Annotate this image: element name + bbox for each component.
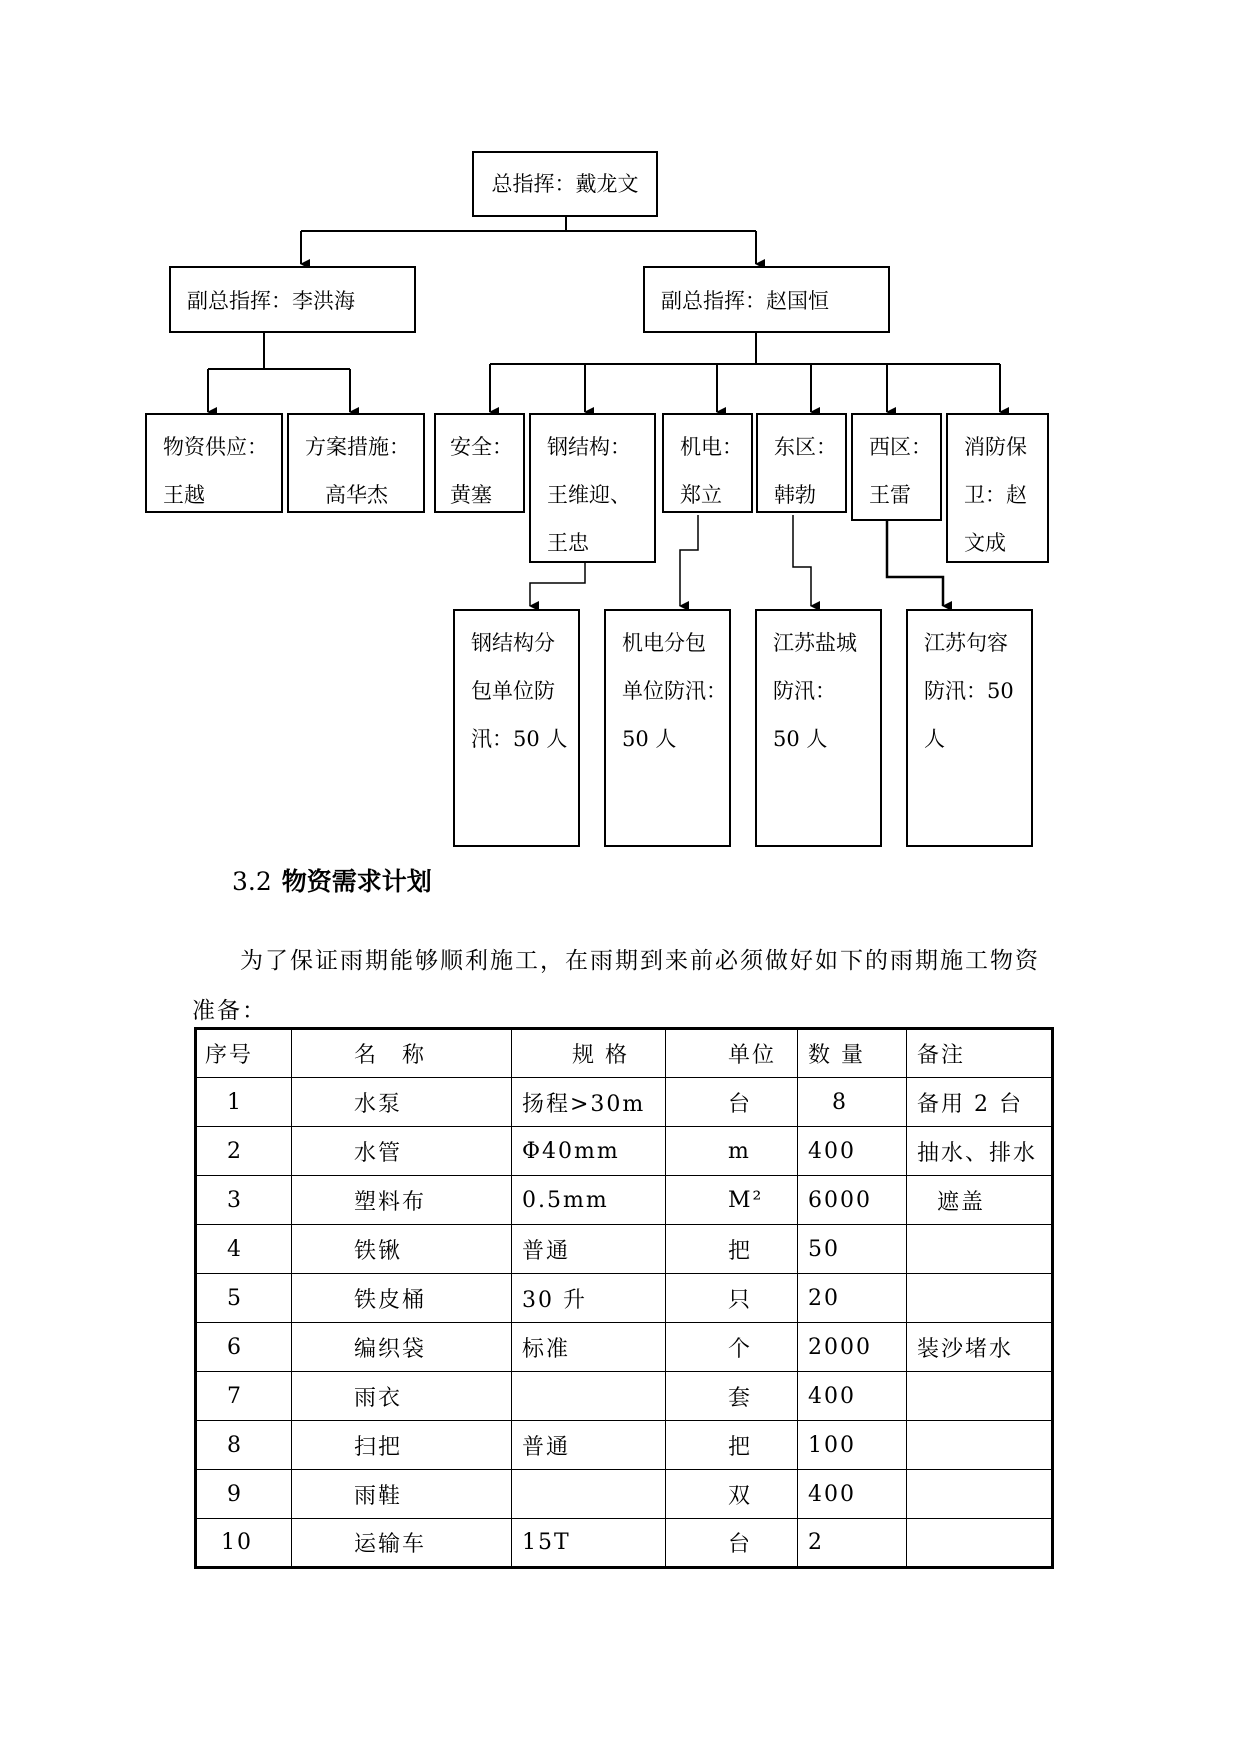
table-cell-index: 2 <box>196 1127 292 1176</box>
org-box-deputy-left <box>169 266 416 333</box>
table-row <box>196 1323 1053 1372</box>
table-cell-name: 雨衣 <box>292 1372 512 1421</box>
table-row <box>196 1225 1053 1274</box>
org-box-west-zone-line2: 王雷 <box>869 483 911 507</box>
org-box-electromech-sub-line2: 单位防汛： <box>622 679 727 703</box>
org-box-fire-protection <box>946 413 1049 563</box>
table-cell-remark: 遮盖 <box>907 1176 1053 1225</box>
table-cell-quantity: 50 <box>798 1225 907 1274</box>
table-cell-quantity: 20 <box>798 1274 907 1323</box>
table-row <box>196 1470 1053 1519</box>
table-row <box>196 1078 1053 1127</box>
table-header-name: 名 称 <box>292 1029 512 1078</box>
table-row <box>196 1372 1053 1421</box>
org-box-materials-supply-line1: 物资供应： <box>163 435 268 459</box>
org-box-east-zone-line2: 韩勃 <box>774 483 816 507</box>
table-cell-spec: Φ40mm <box>512 1127 666 1176</box>
table-cell-quantity: 8 <box>798 1078 907 1127</box>
org-box-plan-measures-line1: 方案措施： <box>305 435 410 459</box>
table-cell-remark <box>907 1274 1053 1323</box>
org-box-electromech-sub-line3: 50 人 <box>622 727 677 751</box>
table-cell-quantity: 2 <box>798 1519 907 1568</box>
org-box-electromech-line1: 机电： <box>680 435 743 459</box>
materials-table <box>194 1027 1054 1569</box>
table-cell-index: 4 <box>196 1225 292 1274</box>
table-cell-index: 1 <box>196 1078 292 1127</box>
table-cell-spec: 标准 <box>512 1323 666 1372</box>
org-box-jiangsu-jurong-line3: 人 <box>924 727 945 751</box>
materials-table-body <box>196 1029 1053 1568</box>
org-box-steel-sub-line1: 钢结构分 <box>471 631 555 655</box>
org-box-electromech-sub <box>604 609 731 847</box>
table-row <box>196 1421 1053 1470</box>
table-cell-unit: m <box>666 1127 798 1176</box>
table-cell-index: 6 <box>196 1323 292 1372</box>
org-box-jiangsu-jurong-line1: 江苏句容 <box>924 631 1008 655</box>
table-header-quantity: 数 量 <box>798 1029 907 1078</box>
table-cell-name: 雨鞋 <box>292 1470 512 1519</box>
table-cell-remark <box>907 1421 1053 1470</box>
table-cell-spec <box>512 1470 666 1519</box>
table-cell-name: 水管 <box>292 1127 512 1176</box>
table-cell-quantity: 400 <box>798 1127 907 1176</box>
org-box-jiangsu-yancheng <box>755 609 882 847</box>
org-box-steel-structure-line2: 王维迎、 <box>547 483 631 507</box>
org-box-fire-protection-line1: 消防保 <box>964 435 1027 459</box>
org-box-fire-protection-line2: 卫：赵 <box>964 483 1027 507</box>
table-cell-remark: 抽水、排水 <box>907 1127 1053 1176</box>
table-cell-unit: 双 <box>666 1470 798 1519</box>
table-cell-quantity: 400 <box>798 1470 907 1519</box>
table-row <box>196 1176 1053 1225</box>
table-header-index: 序号 <box>196 1029 292 1078</box>
table-cell-name: 铁锹 <box>292 1225 512 1274</box>
table-header-row <box>196 1029 1053 1078</box>
table-cell-name: 编织袋 <box>292 1323 512 1372</box>
org-box-plan-measures-line2: 高华杰 <box>325 483 388 507</box>
org-box-electromech <box>662 413 753 513</box>
org-box-jiangsu-yancheng-line2: 防汛： <box>773 679 836 703</box>
org-box-steel-sub <box>453 609 580 847</box>
table-cell-index: 9 <box>196 1470 292 1519</box>
org-box-plan-measures <box>287 413 425 513</box>
table-header-spec: 规 格 <box>512 1029 666 1078</box>
table-cell-name: 铁皮桶 <box>292 1274 512 1323</box>
org-box-deputy-right <box>643 266 890 333</box>
table-cell-index: 8 <box>196 1421 292 1470</box>
table-row <box>196 1274 1053 1323</box>
org-box-safety-line1: 安全： <box>450 435 513 459</box>
org-box-fire-protection-line3: 文成 <box>964 531 1006 555</box>
org-box-materials-supply-line2: 王越 <box>163 483 205 507</box>
table-row <box>196 1127 1053 1176</box>
table-cell-index: 5 <box>196 1274 292 1323</box>
table-cell-unit: 把 <box>666 1421 798 1470</box>
table-cell-unit: 只 <box>666 1274 798 1323</box>
table-cell-index: 10 <box>196 1519 292 1568</box>
org-box-west-zone-line1: 西区： <box>869 435 932 459</box>
org-box-steel-structure-line3: 王忠 <box>547 531 589 555</box>
table-cell-spec: 扬程>30m <box>512 1078 666 1127</box>
table-cell-unit: M² <box>666 1176 798 1225</box>
table-cell-unit: 把 <box>666 1225 798 1274</box>
org-box-jiangsu-jurong <box>906 609 1033 847</box>
org-box-east-zone <box>756 413 847 513</box>
org-box-east-zone-line1: 东区： <box>774 435 837 459</box>
table-cell-quantity: 2000 <box>798 1323 907 1372</box>
org-box-deputy-right-line1: 副总指挥：赵国恒 <box>661 289 829 313</box>
section-title: 物资需求计划 <box>281 867 432 896</box>
table-header-unit: 单位 <box>666 1029 798 1078</box>
table-cell-name: 塑料布 <box>292 1176 512 1225</box>
table-cell-quantity: 6000 <box>798 1176 907 1225</box>
org-box-jiangsu-yancheng-line3: 50 人 <box>773 727 828 751</box>
table-cell-spec <box>512 1372 666 1421</box>
table-cell-index: 3 <box>196 1176 292 1225</box>
table-cell-remark <box>907 1372 1053 1421</box>
table-cell-unit: 个 <box>666 1323 798 1372</box>
org-box-steel-sub-line3: 汛：50 人 <box>471 727 568 751</box>
org-box-chief <box>472 151 658 217</box>
table-cell-remark: 备用 2 台 <box>907 1078 1053 1127</box>
table-cell-spec: 0.5mm <box>512 1176 666 1225</box>
org-box-steel-sub-line2: 包单位防 <box>471 679 555 703</box>
org-box-materials-supply <box>145 413 283 513</box>
table-cell-index: 7 <box>196 1372 292 1421</box>
table-cell-quantity: 100 <box>798 1421 907 1470</box>
table-cell-quantity: 400 <box>798 1372 907 1421</box>
org-box-electromech-sub-line1: 机电分包 <box>622 631 706 655</box>
intro-paragraph: 为了保证雨期能够顺利施工，在雨期到来前必须做好如下的雨期施工物资准备： <box>192 948 1040 1024</box>
org-box-steel-structure <box>529 413 656 563</box>
org-box-electromech-line2: 郑立 <box>680 483 722 507</box>
org-box-west-zone <box>851 413 942 521</box>
table-cell-spec: 普通 <box>512 1225 666 1274</box>
table-cell-spec: 30 升 <box>512 1274 666 1323</box>
org-box-steel-structure-line1: 钢结构： <box>547 435 631 459</box>
table-cell-unit: 台 <box>666 1078 798 1127</box>
table-cell-name: 扫把 <box>292 1421 512 1470</box>
org-box-chief-line1: 总指挥：戴龙文 <box>491 172 639 196</box>
section-number: 3.2 <box>232 867 272 896</box>
org-box-safety <box>434 413 525 513</box>
table-cell-unit: 台 <box>666 1519 798 1568</box>
table-cell-name: 运输车 <box>292 1519 512 1568</box>
table-cell-spec: 15T <box>512 1519 666 1568</box>
org-box-deputy-left-line1: 副总指挥：李洪海 <box>187 289 355 313</box>
table-cell-unit: 套 <box>666 1372 798 1421</box>
table-header-remark: 备注 <box>907 1029 1053 1078</box>
table-cell-remark: 装沙堵水 <box>907 1323 1053 1372</box>
table-cell-remark <box>907 1519 1053 1568</box>
section-heading <box>232 862 432 898</box>
org-box-safety-line2: 黄塞 <box>450 483 492 507</box>
org-box-jiangsu-yancheng-line1: 江苏盐城 <box>773 631 857 655</box>
table-cell-spec: 普通 <box>512 1421 666 1470</box>
table-cell-remark <box>907 1470 1053 1519</box>
org-box-jiangsu-jurong-line2: 防汛：50 <box>924 679 1014 703</box>
table-cell-remark <box>907 1225 1053 1274</box>
table-row <box>196 1519 1053 1568</box>
table-cell-name: 水泵 <box>292 1078 512 1127</box>
